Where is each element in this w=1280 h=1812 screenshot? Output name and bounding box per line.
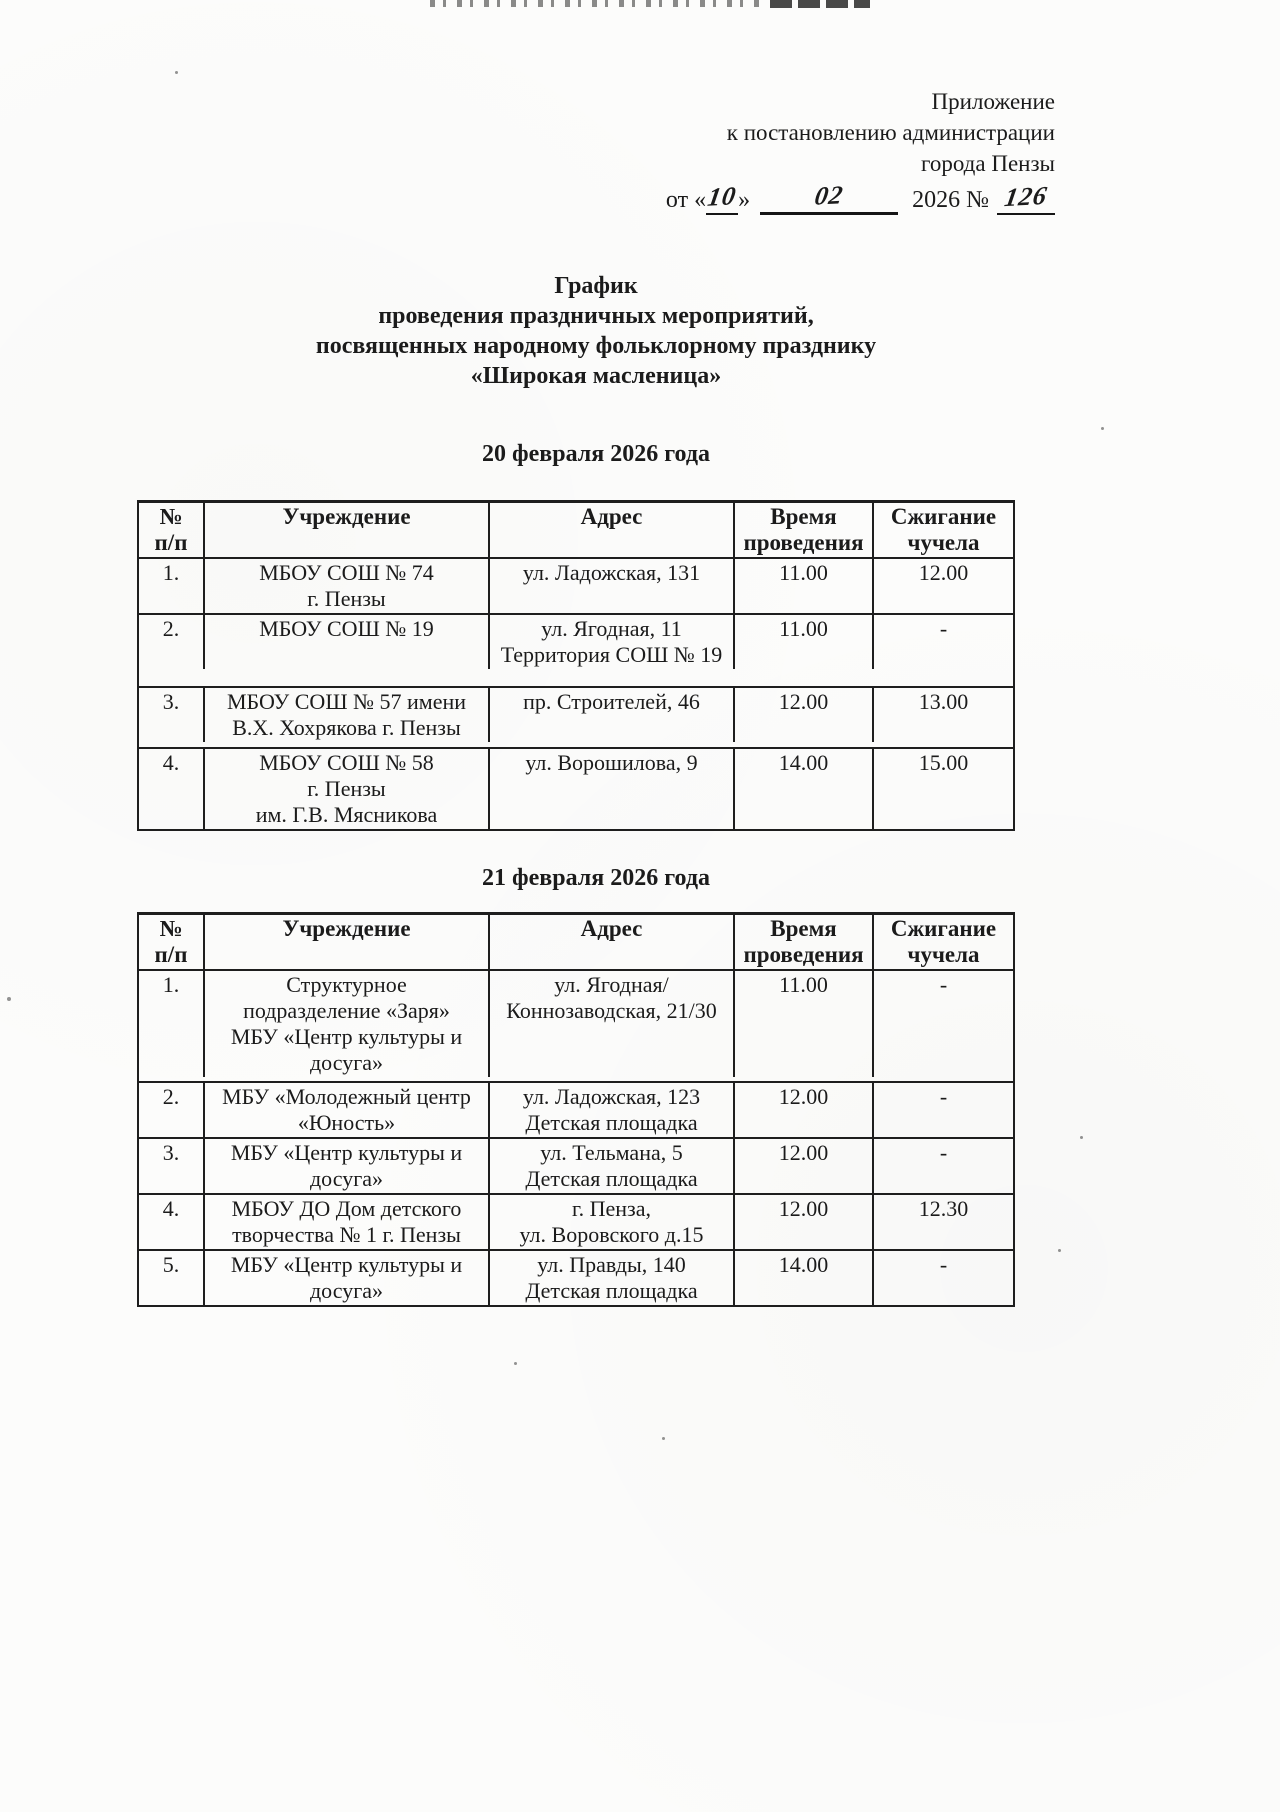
handwritten-month: 02 (760, 181, 898, 215)
institution-cell (205, 1139, 490, 1193)
effigy-burning-cell (874, 1251, 1013, 1305)
cell-line: пр. Строителей, 46 (523, 689, 700, 714)
title-line: проведения праздничных мероприятий, (378, 303, 814, 329)
scan-speck (1058, 1249, 1061, 1252)
section-date-heading-feb21: 21 февраля 2026 года (482, 865, 710, 891)
row-number-cell (139, 749, 205, 829)
address-cell (490, 749, 735, 829)
column-header (490, 503, 735, 557)
annex-date-line (137, 181, 1055, 215)
table-row (139, 1139, 1013, 1195)
effigy-burning-cell (874, 688, 1013, 742)
time-cell (735, 749, 874, 829)
cell-line: 1. (162, 972, 180, 997)
header-line: Время (770, 504, 837, 529)
institution-cell (205, 559, 490, 613)
page-content (137, 0, 1055, 1307)
cell-line: Территория СОШ № 19 (500, 642, 723, 667)
institution-cell (205, 749, 490, 829)
cell-line: Детская площадка (525, 1278, 698, 1303)
address-cell (490, 1195, 735, 1249)
header-line: проведения (743, 530, 864, 555)
column-header (735, 503, 874, 557)
annex-line: Приложение (931, 89, 1055, 114)
cell-line: творчества № 1 г. Пензы (232, 1222, 461, 1247)
header-line: п/п (154, 530, 188, 555)
cell-line: 11.00 (779, 616, 828, 641)
header-line: Учреждение (282, 504, 411, 529)
cell-line: ул. Тельмана, 5 (540, 1140, 683, 1165)
cell-line: 5. (162, 1252, 180, 1277)
events-table-feb20 (137, 500, 1015, 831)
cell-line: им. Г.В. Мясникова (255, 802, 438, 827)
cell-line: МБОУ СОШ № 57 имени (226, 689, 467, 714)
cell-line: «Юность» (297, 1110, 396, 1135)
annex-line: города Пензы (920, 151, 1055, 176)
time-cell (735, 1195, 874, 1249)
cell-line: - (939, 616, 948, 641)
effigy-burning-cell (874, 615, 1013, 669)
column-header (874, 915, 1013, 969)
time-cell (735, 971, 874, 1077)
institution-cell (205, 1195, 490, 1249)
handwritten-doc-number: 126 (997, 182, 1055, 215)
scan-speck (1080, 1136, 1083, 1139)
column-header (490, 915, 735, 969)
header-line: п/п (154, 942, 188, 967)
cell-line: МБУ «Молодежный центр (222, 1084, 471, 1109)
cell-line: Детская площадка (525, 1166, 698, 1191)
effigy-burning-cell (874, 971, 1013, 1077)
cell-line: досуга» (309, 1278, 383, 1303)
cell-line: г. Пензы (307, 776, 386, 801)
cell-line: 14.00 (778, 1252, 829, 1277)
cell-line: МБОУ СОШ № 74 (259, 560, 434, 585)
time-cell (735, 559, 874, 613)
address-cell (490, 971, 735, 1077)
cell-line: 4. (162, 1196, 180, 1221)
column-header (139, 503, 205, 557)
institution-cell (205, 688, 490, 742)
cell-line: 4. (162, 750, 180, 775)
table-row (139, 688, 1013, 749)
row-number-cell (139, 971, 205, 1077)
header-line: Адрес (580, 504, 643, 529)
header-line: Сжигание (890, 504, 997, 529)
time-cell (735, 1251, 874, 1305)
cell-line: г. Пенза, (572, 1196, 651, 1221)
header-line: проведения (743, 942, 864, 967)
effigy-burning-cell (874, 749, 1013, 829)
cell-line: МБОУ СОШ № 19 (259, 616, 434, 641)
row-number-cell (139, 559, 205, 613)
table-row (139, 1083, 1013, 1139)
table-header-row (139, 915, 1013, 971)
header-line: Учреждение (282, 916, 411, 941)
table-header-row (139, 503, 1013, 559)
cell-line: ул. Ягодная, 11 (541, 616, 682, 641)
date-prefix: от « (665, 187, 707, 213)
cell-line: 3. (162, 689, 180, 714)
row-number-cell (139, 1195, 205, 1249)
cell-line: МБУ «Центр культуры и (230, 1252, 463, 1277)
cell-line: В.Х. Хохрякова г. Пензы (232, 715, 461, 740)
cell-line: 12.00 (778, 1140, 829, 1165)
cell-line: подразделение «Заря» (243, 998, 450, 1023)
cell-line: 12.00 (778, 1084, 829, 1109)
address-cell (490, 1251, 735, 1305)
handwritten-day: 10 (706, 182, 738, 215)
table-row (139, 1195, 1013, 1251)
time-cell (735, 1083, 874, 1137)
address-cell (490, 1139, 735, 1193)
cell-line: 12.00 (778, 689, 829, 714)
title-line: «Широкая масленица» (470, 363, 722, 389)
cell-line: - (939, 1140, 948, 1165)
cell-line: - (939, 1252, 948, 1277)
row-number-cell (139, 615, 205, 669)
cell-line: Детская площадка (525, 1110, 698, 1135)
row-number-cell (139, 688, 205, 742)
scan-speck (662, 1437, 665, 1440)
address-cell (490, 615, 735, 669)
cell-line: досуга» (309, 1166, 383, 1191)
scan-speck (1101, 427, 1104, 430)
cell-line: - (939, 1084, 948, 1109)
cell-line: 2. (162, 616, 180, 641)
address-cell (490, 688, 735, 742)
title-line: посвященных народному фольклорному празднику (315, 333, 877, 359)
row-number-cell (139, 1083, 205, 1137)
date-year: 2026 № (912, 187, 989, 213)
cell-line: ул. Ладожская, 123 (522, 1084, 701, 1109)
header-line: № (159, 504, 183, 529)
cell-line: 11.00 (779, 560, 828, 585)
header-line: Адрес (580, 916, 643, 941)
institution-cell (205, 971, 490, 1077)
column-header (139, 915, 205, 969)
time-cell (735, 615, 874, 669)
cell-line: - (939, 972, 948, 997)
institution-cell (205, 1251, 490, 1305)
address-cell (490, 559, 735, 613)
table-row (139, 971, 1013, 1083)
effigy-burning-cell (874, 559, 1013, 613)
header-line: Сжигание (890, 916, 997, 941)
cell-line: досуга» (309, 1050, 383, 1075)
time-cell (735, 688, 874, 742)
header-line: чучела (907, 942, 980, 967)
cell-line: ул. Ягодная/ (554, 972, 669, 997)
cell-line: 12.00 (918, 560, 969, 585)
table-row (139, 1251, 1013, 1305)
column-header (735, 915, 874, 969)
annex-header (137, 86, 1055, 215)
cell-line: 1. (162, 560, 180, 585)
table-row (139, 559, 1013, 615)
column-header (205, 915, 490, 969)
cell-line: МБОУ СОШ № 58 (259, 750, 434, 775)
institution-cell (205, 615, 490, 669)
cell-line: Структурное (286, 972, 407, 997)
time-cell (735, 1139, 874, 1193)
institution-cell (205, 1083, 490, 1137)
cell-line: 15.00 (918, 750, 969, 775)
row-number-cell (139, 1139, 205, 1193)
column-header (205, 503, 490, 557)
annex-line: к постановлению администрации (726, 120, 1055, 145)
scan-speck (7, 997, 11, 1001)
cell-line: ул. Ладожская, 131 (522, 560, 701, 585)
date-close-quote: » (738, 187, 751, 213)
cell-line: 12.30 (918, 1196, 969, 1221)
events-table-feb21 (137, 912, 1015, 1307)
effigy-burning-cell (874, 1139, 1013, 1193)
table-row (139, 615, 1013, 688)
cell-line: МБУ «Центр культуры и (230, 1024, 463, 1049)
cell-line: 3. (162, 1140, 180, 1165)
document-title (137, 271, 1055, 391)
cell-line: ул. Ворошилова, 9 (525, 750, 698, 775)
effigy-burning-cell (874, 1195, 1013, 1249)
effigy-burning-cell (874, 1083, 1013, 1137)
cell-line: 14.00 (778, 750, 829, 775)
table-row (139, 749, 1013, 829)
cell-line: г. Пензы (307, 586, 386, 611)
title-line: График (554, 273, 638, 299)
section-date-heading-feb20: 20 февраля 2026 года (482, 441, 710, 467)
cell-line: 12.00 (778, 1196, 829, 1221)
cell-line: 13.00 (918, 689, 969, 714)
cell-line: МБУ «Центр культуры и (230, 1140, 463, 1165)
cell-line: ул. Воровского д.15 (519, 1222, 704, 1247)
header-line: № (159, 916, 183, 941)
scan-speck (514, 1362, 517, 1365)
cell-line: Коннозаводская, 21/30 (506, 998, 717, 1023)
cell-line: МБОУ ДО Дом детского (231, 1196, 462, 1221)
header-line: Время (770, 916, 837, 941)
cell-line: 11.00 (779, 972, 828, 997)
cell-line: ул. Правды, 140 (537, 1252, 686, 1277)
column-header (874, 503, 1013, 557)
address-cell (490, 1083, 735, 1137)
row-number-cell (139, 1251, 205, 1305)
header-line: чучела (907, 530, 980, 555)
cell-line: 2. (162, 1084, 180, 1109)
